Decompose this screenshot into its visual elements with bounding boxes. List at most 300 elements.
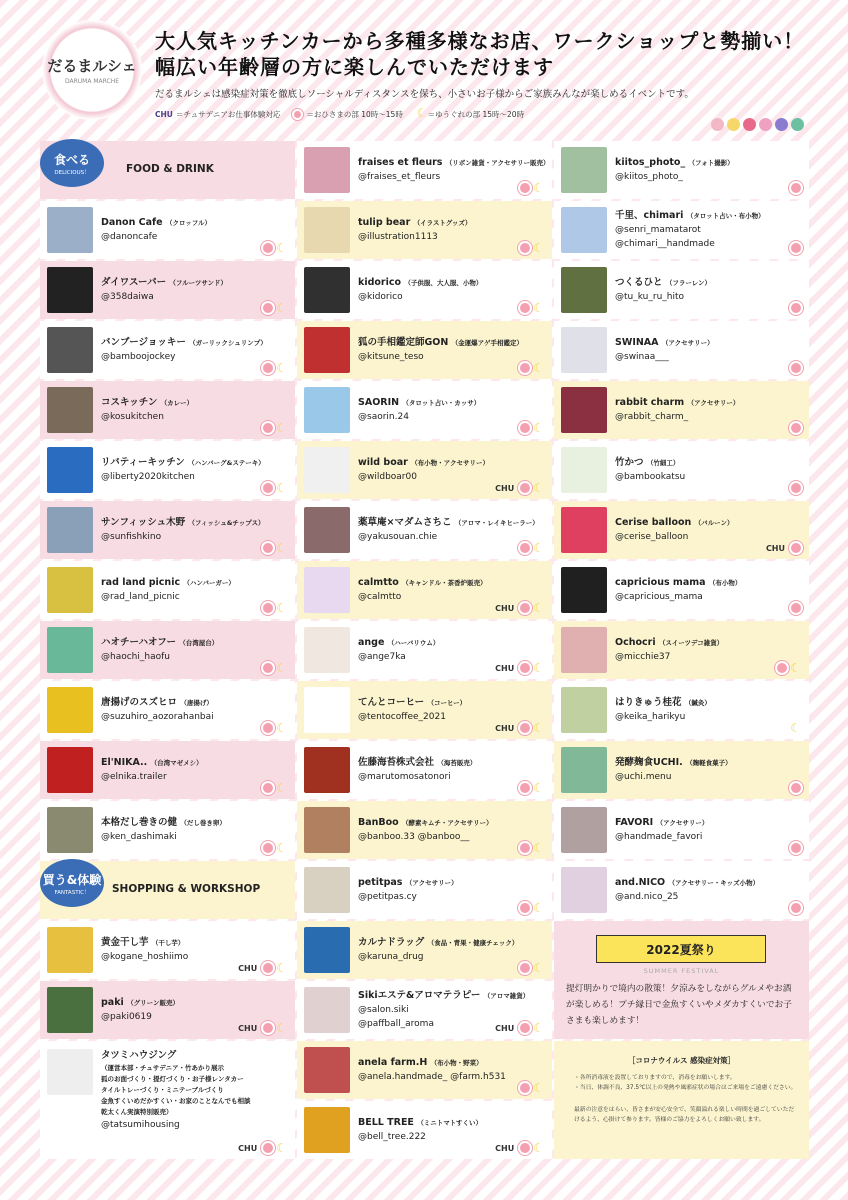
- vendor-thumbnail: [304, 387, 350, 433]
- vendor-card: [297, 1101, 552, 1159]
- vendor-handle: @358daiwa: [101, 292, 154, 302]
- vendor-handle: @micchie37: [615, 652, 671, 662]
- vendor-name: 本格だし巻きの健 （だし巻き卵）: [101, 817, 226, 828]
- vendor-thumbnail: [47, 567, 93, 613]
- sun-icon: [520, 843, 530, 853]
- chu-badge: CHU: [495, 663, 515, 673]
- chu-badge: CHU: [495, 603, 515, 613]
- moon-icon: ☾: [533, 1141, 544, 1155]
- sun-icon: [263, 1023, 273, 1033]
- vendor-card: [554, 201, 809, 259]
- vendor-name: El'NIKA.. （台湾マゼメシ）: [101, 757, 203, 768]
- vendor-thumbnail: [561, 867, 607, 913]
- sun-icon: [791, 843, 801, 853]
- vendor-category: （カレー）: [160, 399, 194, 407]
- moon-icon: ☾: [276, 421, 287, 435]
- legend-chu: CHU ＝チュサデニアお仕事体験対応: [155, 109, 281, 119]
- vendor-thumbnail: [561, 747, 607, 793]
- vendor-card: [297, 861, 552, 919]
- sun-icon: [791, 903, 801, 913]
- moon-icon: ☾: [533, 661, 544, 675]
- sun-icon: [263, 483, 273, 493]
- daruma-icon: [791, 118, 804, 131]
- vendor-name: バンブージョッキー （ガーリックシュリンプ）: [101, 337, 267, 348]
- vendor-card: [40, 801, 295, 859]
- vendor-card: [40, 321, 295, 379]
- vendor-thumbnail: [47, 987, 93, 1033]
- vendor-card: [297, 981, 552, 1039]
- vendor-card: [297, 141, 552, 199]
- daruma-icon: [743, 118, 756, 131]
- vendor-thumbnail: [304, 927, 350, 973]
- vendor-handle: @sunfishkino: [101, 532, 162, 542]
- moon-icon: ☾: [276, 661, 287, 675]
- vendor-thumbnail: [561, 507, 607, 553]
- vendor-name: コスキッチン （カレー）: [101, 397, 194, 408]
- daruma-icon: [775, 118, 788, 131]
- vendor-category: （唐揚げ）: [180, 699, 213, 707]
- vendor-handle: @uchi.menu: [615, 772, 672, 782]
- vendor-card: [297, 621, 552, 679]
- vendor-thumbnail: [304, 1047, 350, 1093]
- vendor-name: 黄金干し芋 （干し芋）: [101, 937, 185, 948]
- vendor-category: （台湾マゼメシ）: [150, 759, 203, 767]
- moon-icon: ☾: [276, 241, 287, 255]
- vendor-name: fraises et fleurs （リボン雑貨・アクセサリー販売）: [358, 157, 550, 168]
- vendor-name: ダイワスーパー （フルーツサンド）: [101, 277, 228, 288]
- vendor-handle: @bambookatsu: [615, 472, 686, 482]
- vendor-category: （スイーツデコ雑貨）: [658, 639, 724, 647]
- vendor-handle: @karuna_drug: [358, 952, 424, 962]
- vendor-name: 千里、chimari （タロット占い・布小物）: [615, 210, 765, 221]
- vendor-handle: @bell_tree.222: [358, 1132, 426, 1142]
- vendor-handle: @kitsune_teso: [358, 352, 424, 362]
- vendor-category: （海苔販売）: [437, 759, 477, 767]
- vendor-name: paki （グリーン販売）: [101, 997, 179, 1008]
- vendor-handle: @handmade_favori: [615, 832, 703, 842]
- vendor-category: （コーヒー）: [427, 699, 467, 707]
- vendor-card: [297, 741, 552, 799]
- moon-icon: ☾: [276, 781, 287, 795]
- vendor-thumbnail: [304, 627, 350, 673]
- moon-icon: ☾: [790, 721, 801, 735]
- vendor-category: （ハンバーグ&ステーキ）: [188, 459, 265, 467]
- moon-icon: ☾: [276, 841, 287, 855]
- vendor-card: [297, 1041, 552, 1099]
- moon-icon: ☾: [533, 301, 544, 315]
- festival-sub: SUMMER FESTIVAL: [643, 967, 720, 975]
- sun-icon: [791, 483, 801, 493]
- chu-badge: CHU: [238, 1023, 258, 1033]
- vendor-card: [554, 681, 809, 739]
- vendor-thumbnail: [47, 1049, 93, 1095]
- logo-text: だるまルシェ: [47, 57, 137, 75]
- vendor-category: （クロッフル）: [165, 219, 212, 227]
- vendor-card: [297, 321, 552, 379]
- vendor-name: リバティーキッチン （ハンバーグ&ステーキ）: [101, 457, 265, 468]
- vendor-thumbnail: [304, 987, 350, 1033]
- vendor-handle-2: @chimari__handmade: [615, 239, 715, 249]
- vendor-card: [554, 441, 809, 499]
- moon-icon: ☾: [276, 481, 287, 495]
- sun-icon: [263, 663, 273, 673]
- vendor-category: （アクセサリー）: [656, 819, 709, 827]
- sun-icon: [791, 783, 801, 793]
- vendor-card: [40, 921, 295, 979]
- vendor-handle: @tatsumihousing: [101, 1120, 180, 1130]
- headline-line-2: 幅広い年齢層の方に楽しんでいただけます: [155, 55, 554, 79]
- vendor-card: [297, 681, 552, 739]
- vendor-thumbnail: [561, 567, 607, 613]
- vendor-category: （バルーン）: [694, 519, 734, 527]
- vendor-card: [554, 861, 809, 919]
- vendor-handle: @and.nico_25: [615, 892, 679, 902]
- vendor-category: （アロマ雑貨）: [483, 992, 530, 1000]
- vendor-category: （鍼灸）: [684, 699, 711, 707]
- vendor-thumbnail: [47, 747, 93, 793]
- vendor-card: [40, 681, 295, 739]
- sun-icon: [520, 243, 530, 253]
- sun-icon: [263, 423, 273, 433]
- vendor-category: （イラストグッズ）: [413, 219, 472, 227]
- vendor-handle: @haochi_haofu: [101, 652, 170, 662]
- vendor-handle: @swinaa___: [615, 352, 669, 362]
- vendor-handle: @elnika.trailer: [101, 772, 167, 782]
- vendor-category: （フラーレン）: [665, 279, 712, 287]
- sun-icon: [520, 183, 530, 193]
- vendor-thumbnail: [304, 147, 350, 193]
- vendor-category: （フォト撮影）: [688, 159, 734, 167]
- sun-icon: [263, 243, 273, 253]
- sun-icon: [791, 243, 801, 253]
- vendor-handle: @senri_mamatarot: [615, 225, 701, 235]
- vendor-category: （タロット占い・布小物）: [686, 212, 765, 220]
- vendor-handle: @kiitos_photo_: [615, 172, 683, 182]
- vendor-handle: @petitpas.cy: [358, 892, 417, 902]
- covid-message: 最新の注意をはらい、皆さまが安心安全で、笑顔溢れる楽しい時間を過ごしていただけるよう、心掛けて参ります。皆様のご協力をよろしくお願い致します。: [574, 1107, 795, 1123]
- vendor-category: （だし巻き卵）: [180, 819, 226, 827]
- moon-icon: ☾: [533, 421, 544, 435]
- vendor-category: （金運爆アゲ手相鑑定）: [451, 339, 523, 347]
- vendor-handle: @banboo.33 @banboo__: [358, 832, 470, 842]
- sun-icon: [520, 483, 530, 493]
- vendor-handle: @salon.siki: [358, 1005, 409, 1015]
- sun-icon: [263, 963, 273, 973]
- moon-icon: ☾: [533, 361, 544, 375]
- vendor-category: （フルーツサンド）: [169, 279, 228, 287]
- vendor-card: [554, 801, 809, 859]
- vendor-category: （酵素キムチ・アクセサリー）: [402, 819, 493, 827]
- moon-icon: ☾: [533, 961, 544, 975]
- vendor-name: つくるひと （フラーレン）: [615, 277, 712, 288]
- moon-icon: ☾: [276, 601, 287, 615]
- vendor-thumbnail: [561, 147, 607, 193]
- vendor-card: [554, 141, 809, 199]
- sun-icon: [263, 303, 273, 313]
- sun-icon: [520, 1143, 530, 1153]
- vendor-thumbnail: [304, 1107, 350, 1153]
- vendor-name: はりきゅう桂花 （鍼灸）: [615, 697, 711, 708]
- moon-icon: ☾: [533, 601, 544, 615]
- sun-icon: [263, 363, 273, 373]
- vendor-category: （キャンドル・茶香炉販売）: [402, 579, 487, 587]
- vendor-thumbnail: [47, 327, 93, 373]
- vendor-card: [554, 561, 809, 619]
- column-food: [40, 141, 295, 1161]
- moon-icon: ☾: [276, 1141, 287, 1155]
- column-shops-2: [554, 141, 809, 1159]
- vendor-card: [554, 741, 809, 799]
- vendor-category: （ハンバーガー）: [183, 579, 235, 587]
- vendor-card: [554, 381, 809, 439]
- vendor-handle: @capricious_mama: [615, 592, 703, 602]
- vendor-category: （布小物・アクセサリー）: [411, 459, 489, 467]
- vendor-thumbnail: [47, 927, 93, 973]
- covid-notice: [554, 1041, 809, 1159]
- vendor-thumbnail: [561, 327, 607, 373]
- vendor-category: （アクセサリー）: [661, 339, 714, 347]
- vendor-thumbnail: [304, 507, 350, 553]
- vendor-thumbnail: [304, 567, 350, 613]
- moon-icon: ☾: [533, 541, 544, 555]
- summer-festival-box: [554, 921, 809, 1039]
- vendor-name: SWINAA （アクセサリー）: [615, 337, 714, 348]
- vendor-thumbnail: [561, 267, 607, 313]
- vendor-card: [554, 501, 809, 559]
- vendor-handle: @fraises_et_fleurs: [358, 172, 441, 182]
- vendor-handle: @paki0619: [101, 1012, 152, 1022]
- vendor-name: 竹かつ （竹細工）: [615, 457, 680, 468]
- moon-icon: ☾: [276, 361, 287, 375]
- moon-icon: ☾: [533, 481, 544, 495]
- vendor-thumbnail: [304, 687, 350, 733]
- vendor-name: Cerise balloon （バルーン）: [615, 517, 734, 528]
- vendor-handle: @calmtto: [358, 592, 402, 602]
- logo-sub: DARUMA MARCHE: [64, 78, 119, 85]
- chu-badge: CHU: [495, 723, 515, 733]
- chu-badge: CHU: [495, 483, 515, 493]
- vendor-name: てんとコーヒー （コーヒー）: [358, 697, 467, 708]
- daruma-icon: [727, 118, 740, 131]
- vendor-name: kidorico （子供服、大人服、小物）: [358, 277, 483, 288]
- daruma-marche-logo: [42, 20, 142, 120]
- intro-text: だるまルシェは感染症対策を徹底しソーシャルディスタンスを保ち、小さいお子様からご家族みんなが楽しめるイベントです。: [155, 89, 694, 100]
- vendor-handle: @liberty2020kitchen: [101, 472, 195, 482]
- vendor-card: [40, 441, 295, 499]
- vendor-handle: @anela.handmade_ @farm.h531: [358, 1072, 506, 1082]
- vendor-handle: @rabbit_charm_: [615, 412, 689, 422]
- food-section-title: FOOD & DRINK: [126, 163, 214, 175]
- vendor-category: （子供服、大人服、小物）: [404, 279, 483, 287]
- sun-icon: [520, 363, 530, 373]
- vendor-name: 佐藤海苔株式会社 （海苔販売）: [358, 757, 477, 768]
- vendor-card: [297, 501, 552, 559]
- vendor-thumbnail: [561, 207, 607, 253]
- headline: [155, 28, 804, 80]
- moon-icon: ☾: [533, 1081, 544, 1095]
- vendor-name: FAVORI （アクセサリー）: [615, 817, 709, 828]
- vendor-category: （フィッシュ&チップス）: [188, 519, 265, 527]
- vendor-name: kiitos_photo_ （フォト撮影）: [615, 157, 734, 168]
- vendor-thumbnail: [304, 207, 350, 253]
- vendor-card: [554, 261, 809, 319]
- vendor-card: [40, 501, 295, 559]
- vendor-card: [40, 381, 295, 439]
- sun-icon: [520, 543, 530, 553]
- vendor-handle: @ange7ka: [358, 652, 406, 662]
- vendor-card: [40, 561, 295, 619]
- vendor-thumbnail: [47, 207, 93, 253]
- chu-badge: CHU: [238, 963, 258, 973]
- vendor-category: （アクセサリー）: [687, 399, 740, 407]
- vendor-name: 発酵麹食UCHI. （麹軽食菓子）: [615, 757, 732, 768]
- moon-icon: ☾: [416, 106, 428, 120]
- vendor-name: 唐揚げのスズヒロ （唐揚げ）: [101, 697, 213, 708]
- sun-icon: [263, 1143, 273, 1153]
- vendor-name: wild boar （布小物・アクセサリー）: [358, 457, 489, 468]
- vendor-card: [297, 801, 552, 859]
- vendor-handle: @keika_harikyu: [615, 712, 686, 722]
- vendor-handle-2: @paffball_aroma: [358, 1019, 434, 1029]
- sun-icon: [777, 663, 787, 673]
- vendor-thumbnail: [304, 267, 350, 313]
- legend: [155, 108, 524, 120]
- vendor-thumbnail: [47, 447, 93, 493]
- vendor-thumbnail: [561, 447, 607, 493]
- festival-banner: 2022夏祭り: [596, 935, 766, 963]
- sun-icon: [520, 303, 530, 313]
- vendor-name: SAORIN （タロット占い・カッサ）: [358, 397, 481, 408]
- sun-icon: [520, 423, 530, 433]
- vendor-category: （台湾屋台）: [179, 639, 219, 647]
- vendor-card: [554, 321, 809, 379]
- vendor-name: and.NICO （アクセサリー・キッズ小物）: [615, 877, 760, 888]
- vendor-handle: @danoncafe: [101, 232, 158, 242]
- vendor-name: tulip bear （イラストグッズ）: [358, 217, 472, 228]
- tatsumi-description: （運営本部・チュサデニア・竹あかり展示 狐のお面づくり・提灯づくり・お子様レンタカー タイルトレーづくり・ミニテーブルづくり 金魚すくいめだかすくい・お家のことなんでも相談 乾太くん実演特別販売）: [101, 1064, 251, 1116]
- moon-icon: ☾: [533, 841, 544, 855]
- legend-moon: ☾＝ゆうぐれの部 15時〜20時: [416, 106, 525, 120]
- chu-badge: CHU: [495, 1143, 515, 1153]
- vendor-handle: @bamboojockey: [101, 352, 176, 362]
- daruma-dots: [711, 118, 804, 131]
- sun-icon: [520, 1023, 530, 1033]
- vendor-handle: @tentocoffee_2021: [358, 712, 446, 722]
- vendor-name: calmtto （キャンドル・茶香炉販売）: [358, 577, 487, 588]
- vendor-card: [297, 381, 552, 439]
- vendor-card: [297, 441, 552, 499]
- vendor-thumbnail: [47, 687, 93, 733]
- vendor-name: Danon Cafe （クロッフル）: [101, 217, 212, 228]
- sun-icon: [791, 543, 801, 553]
- sun-icon: [263, 783, 273, 793]
- daruma-icon: [711, 118, 724, 131]
- vendor-handle: @illustration1113: [358, 232, 438, 242]
- chu-badge: CHU: [495, 1023, 515, 1033]
- sun-icon: [520, 783, 530, 793]
- food-bubble: 食べる DELICIOUS！: [40, 139, 104, 187]
- daruma-icon: [759, 118, 772, 131]
- vendor-handle: @ken_dashimaki: [101, 832, 177, 842]
- vendor-name: カルナドラッグ （食品・青果・健康チェック）: [358, 937, 519, 948]
- vendor-thumbnail: [47, 387, 93, 433]
- vendor-category: （アクセサリー・キッズ小物）: [668, 879, 760, 887]
- vendor-category: （ハーバリウム）: [387, 639, 440, 647]
- vendor-name: petitpas （アクセサリー）: [358, 877, 458, 888]
- vendor-thumbnail: [47, 807, 93, 853]
- food-section-header: [40, 141, 295, 199]
- vendor-name: rabbit charm （アクセサリー）: [615, 397, 740, 408]
- vendor-thumbnail: [47, 267, 93, 313]
- vendor-category: （ガーリックシュリンプ）: [189, 339, 267, 347]
- vendor-card: [297, 921, 552, 979]
- vendor-card: [40, 201, 295, 259]
- vendor-name: anela farm.H （布小物・野菜）: [358, 1057, 483, 1068]
- vendor-name: ハオチーハオフー （台湾屋台）: [101, 637, 219, 648]
- vendor-thumbnail: [47, 507, 93, 553]
- vendor-thumbnail: [561, 627, 607, 673]
- sun-icon: [520, 1083, 530, 1093]
- vendor-thumbnail: [47, 627, 93, 673]
- sun-icon: [520, 663, 530, 673]
- sun-icon: [263, 723, 273, 733]
- vendor-name: rad land picnic （ハンバーガー）: [101, 577, 235, 588]
- vendor-thumbnail: [304, 867, 350, 913]
- sun-icon: [520, 903, 530, 913]
- vendor-card: [40, 981, 295, 1039]
- vendor-thumbnail: [561, 387, 607, 433]
- vendor-category: （布小物・野菜）: [430, 1059, 483, 1067]
- vendor-thumbnail: [561, 687, 607, 733]
- vendor-card: [40, 621, 295, 679]
- vendor-handle: @yakusouan.chie: [358, 532, 438, 542]
- sun-icon: [791, 363, 801, 373]
- vendor-thumbnail: [304, 327, 350, 373]
- vendor-name: タツミハウジング: [101, 1050, 177, 1061]
- vendor-category: （布小物）: [708, 579, 742, 587]
- sun-icon: [263, 603, 273, 613]
- vendor-name: 薬草庵×マダムさちこ （アロマ・レイキヒーラー）: [358, 517, 539, 528]
- vendor-thumbnail: [561, 807, 607, 853]
- sun-icon: [294, 111, 301, 118]
- chu-badge: CHU: [765, 543, 785, 553]
- vendor-handle: @wildboar00: [358, 472, 417, 482]
- vendor-category: （リボン雑貨・アクセサリー販売）: [445, 159, 550, 167]
- covid-rules: ・各所消毒液を設置しておりますので、消毒をお願いします。 ・当日、体調不良、37.5℃以上の発熱や風邪症状の場合はご来場をご遠慮ください。: [574, 1075, 797, 1091]
- vendor-category: （麹軽食菓子）: [686, 759, 732, 767]
- vendor-handle: @tu_ku_ru_hito: [615, 292, 685, 302]
- vendor-handle: @saorin.24: [358, 412, 409, 422]
- vendor-handle: @kogane_hoshiimo: [101, 952, 189, 962]
- legend-sun: ＝おひさまの部 10時〜15時: [294, 109, 402, 120]
- vendor-card: [297, 561, 552, 619]
- column-shops-1: [297, 141, 552, 1161]
- festival-text: 提灯明かりで境内の散策！夕涼みをしながらグルメやお酒が楽しめる！プチ縁日で金魚すくいやメダカすくいでお子さまも楽しめます！: [566, 984, 792, 1026]
- sun-icon: [791, 183, 801, 193]
- vendor-handle: @marutomosatonori: [358, 772, 451, 782]
- moon-icon: ☾: [276, 721, 287, 735]
- vendor-category: （食品・青果・健康チェック）: [427, 939, 519, 947]
- vendor-category: （アクセサリー）: [405, 879, 458, 887]
- shop-section-title: SHOPPING & WORKSHOP: [112, 883, 261, 895]
- vendor-card: [297, 201, 552, 259]
- sun-icon: [791, 303, 801, 313]
- vendor-handle: @cerise_balloon: [615, 532, 689, 542]
- vendor-handle: @suzuhiro_aozorahanbai: [101, 712, 214, 722]
- vendor-name: Ochocri （スイーツデコ雑貨）: [615, 637, 724, 648]
- vendor-name: ange （ハーバリウム）: [358, 637, 440, 648]
- chu-badge: CHU: [238, 1143, 258, 1153]
